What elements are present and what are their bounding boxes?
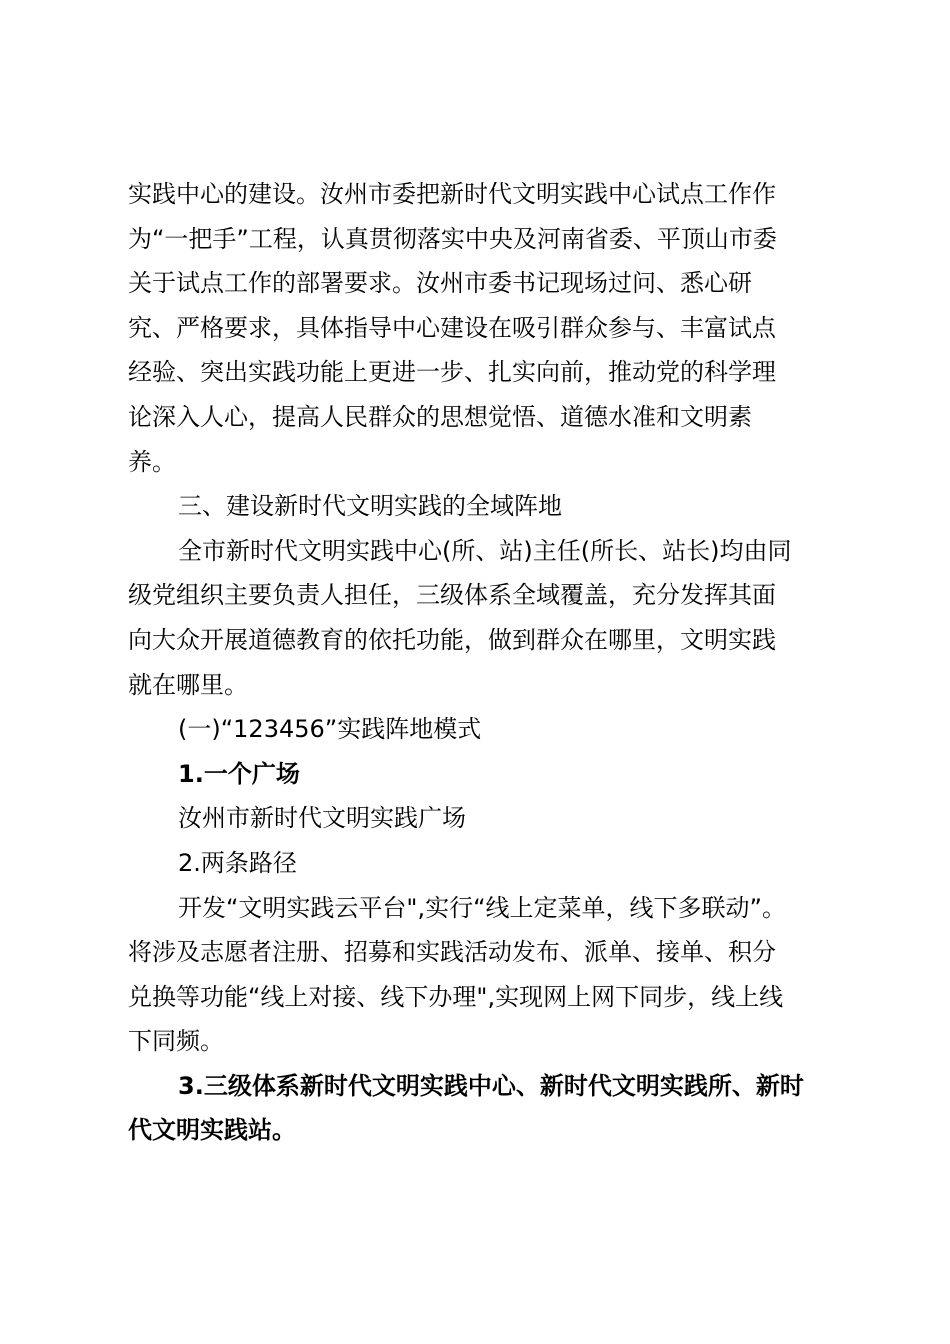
paragraph-line: 究、严格要求，具体指导中心建设在吸引群众参与、丰富试点 — [128, 313, 776, 342]
document-body — [128, 172, 833, 1153]
paragraph-line: 全市新时代文明实践中心(所、站)主任(所长、站长)均由同 — [178, 536, 792, 565]
paragraph-line: 养。 — [128, 447, 176, 476]
paragraph-line: 就在哪里。 — [128, 670, 248, 699]
paragraph-line: 实践中心的建设。汝州市委把新时代文明实践中心试点工作作 — [128, 180, 776, 208]
paragraph-line: 汝州市新时代文明实践广场 — [178, 804, 466, 833]
paragraph-line: 下同频。 — [128, 1027, 224, 1056]
paragraph-line: 经验、突出实践功能上更进一步、扎实向前，推动党的科学理 — [128, 358, 776, 387]
item-heading: 3.三级体系新时代文明实践中心、新时代文明实践所、新时 — [178, 1071, 804, 1100]
item-heading-continuation: 代文明实践站。 — [128, 1116, 296, 1145]
paragraph-line: 关于试点工作的部署要求。汝州市委书记现场过问、悉心研 — [128, 269, 752, 298]
paragraph-line: 将涉及志愿者注册、招募和实践活动发布、派单、接单、积分 — [128, 938, 776, 967]
item-heading: 1.一个广场 — [178, 759, 300, 788]
paragraph-line: 级党组织主要负责人担任，三级体系全域覆盖，充分发挥其面 — [128, 581, 776, 610]
paragraph-line: 向大众开展道德教育的依托功能，做到群众在哪里，文明实践 — [128, 625, 776, 654]
item-heading: 2.两条路径 — [178, 848, 297, 877]
paragraph-line: 为“一把手”工程，认真贯彻落实中央及河南省委、平顶山市委 — [128, 224, 777, 253]
subsection-heading: (一)“123456”实践阵地模式 — [178, 715, 482, 744]
section-heading: 三、建设新时代文明实践的全域阵地 — [178, 492, 562, 521]
paragraph-line: 兑换等功能“线上对接、线下办理",实现网上网下同步，线上线 — [128, 982, 784, 1011]
paragraph-line: 论深入人心，提高人民群众的思想觉悟、道德水准和文明素 — [128, 402, 752, 431]
paragraph-line: 开发“文明实践云平台",实行“线上定菜单，线下多联动”。 — [178, 893, 786, 922]
